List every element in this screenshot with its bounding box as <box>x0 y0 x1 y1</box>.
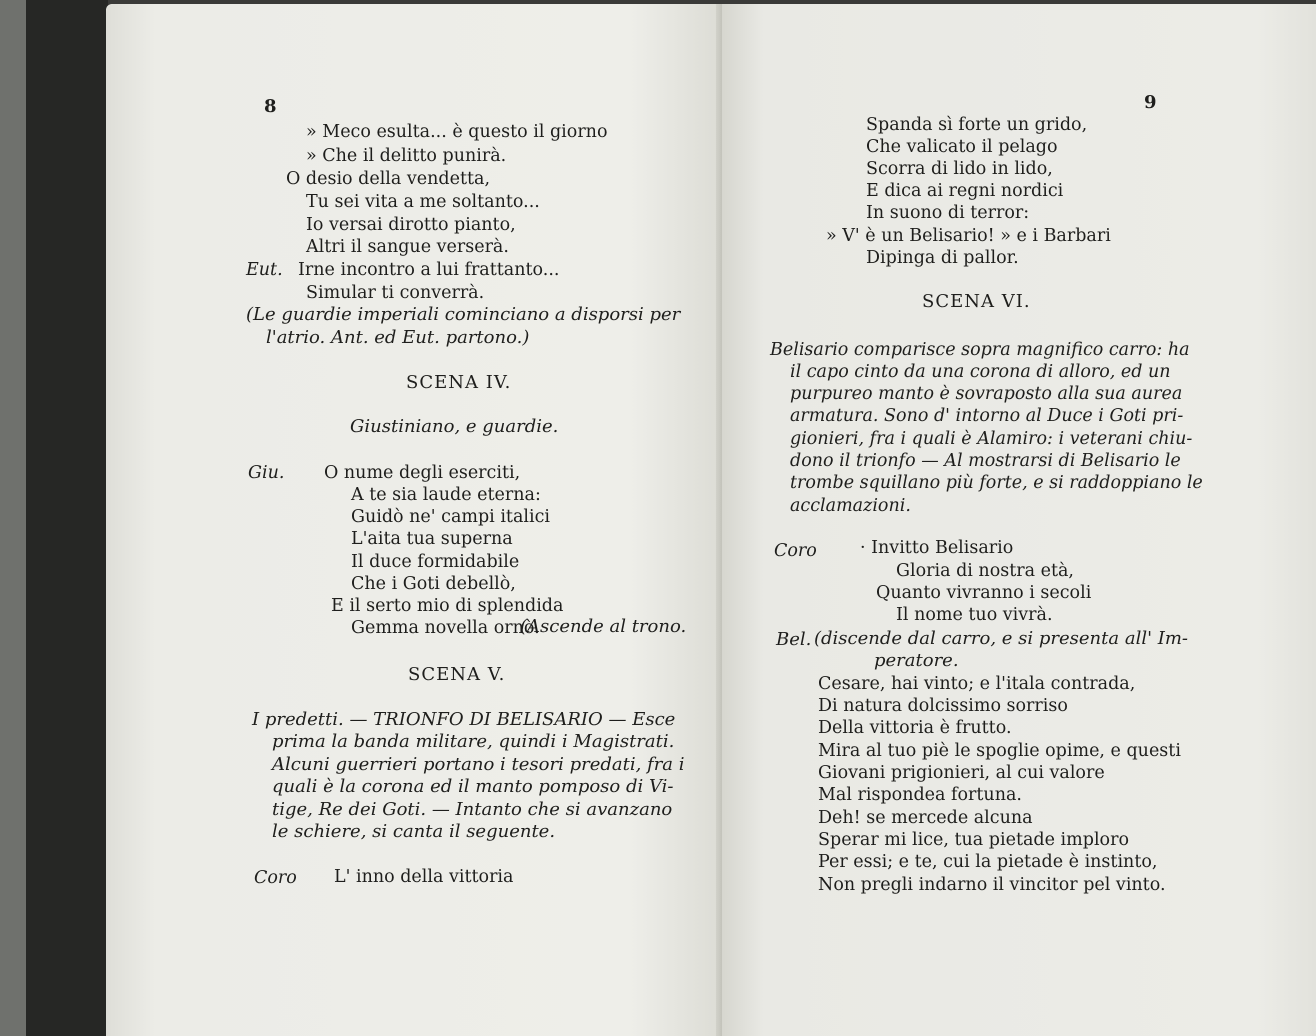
speaker-name: Giu. <box>248 463 285 483</box>
verse-line: Irne incontro a lui frattanto... <box>298 260 560 280</box>
verse-line: Per essi; e te, cui la pietade è instinto, <box>818 852 1158 872</box>
stage-direction: trombe squillano più forte, e si raddoppiano le <box>790 473 1203 493</box>
verse-line: Tu sei vita a me soltanto... <box>306 192 540 212</box>
verse-line: E dica ai regni nordici <box>866 181 1064 201</box>
stage-direction: tige, Re dei Goti. — Intanto che si avanzano <box>272 799 673 820</box>
verse-line: In suono di terror: <box>866 203 1030 223</box>
verse-line: Spanda sì forte un grido, <box>866 115 1088 135</box>
scene-cast: Giustiniano, e guardie. <box>350 416 559 437</box>
stage-direction: (Le guardie imperiali cominciano a disporsi per <box>246 304 681 325</box>
verse-line: Cesare, hai vinto; e l'itala contrada, <box>818 674 1136 694</box>
speaker-name: Coro <box>254 868 297 888</box>
scene-title: SCENA IV. <box>406 372 512 393</box>
verse-line: Giovani prigionieri, al cui valore <box>818 763 1105 783</box>
stage-direction: armatura. Sono d' intorno al Duce i Goti pri- <box>790 406 1184 426</box>
verse-line: Il nome tuo vivrà. <box>896 605 1053 625</box>
stage-direction: I predetti. — TRIONFO DI BELISARIO — Esce <box>252 709 676 730</box>
stage-direction: (discende dal carro, e si presenta all' Im- <box>814 628 1189 649</box>
stage-direction: (Ascende al trono. <box>520 616 687 637</box>
stage-direction: gionieri, fra i quali è Alamiro: i veterani chiu- <box>790 429 1193 449</box>
left-page <box>106 4 722 1036</box>
verse-line: Di natura dolcissimo sorriso <box>818 696 1068 716</box>
scene-title: SCENA VI. <box>922 291 1031 312</box>
stage-direction: acclamazioni. <box>790 496 911 516</box>
verse-line: Mira al tuo piè le spoglie opime, e questi <box>818 741 1181 761</box>
verse-line: A te sia laude eterna: <box>351 485 541 505</box>
book-board <box>26 0 108 1036</box>
verse-line: O nume degli eserciti, <box>324 463 521 483</box>
page-number: 9 <box>1144 92 1157 113</box>
verse-line: L'aita tua superna <box>351 529 513 549</box>
verse-line: Che i Goti debellò, <box>351 574 516 594</box>
verse-line: Il duce formidabile <box>351 552 520 572</box>
page-number: 8 <box>264 96 277 117</box>
verse-line: Simular ti converrà. <box>306 283 485 303</box>
verse-line: · Invitto Belisario <box>860 538 1014 558</box>
stage-direction: il capo cinto da una corona di alloro, ed un <box>790 362 1171 382</box>
stage-direction: prima la banda militare, quindi i Magistrati. <box>272 731 675 752</box>
verse-line: Io versai dirotto pianto, <box>306 215 516 235</box>
verse-line: Mal rispondea fortuna. <box>818 785 1022 805</box>
verse-line: » V' è un Belisario! » e i Barbari <box>826 226 1111 246</box>
speaker-name: Coro <box>774 541 817 561</box>
stage-direction: quali è la corona ed il manto pomposo di Vi- <box>272 776 674 797</box>
verse-line: Che valicato il pelago <box>866 137 1058 157</box>
book-spread <box>106 4 1316 1036</box>
speaker-name: Eut. <box>246 260 283 280</box>
verse-line: » Che il delitto punirà. <box>306 146 507 166</box>
right-page <box>722 4 1316 1036</box>
verse-line: Altri il sangue verserà. <box>306 237 509 257</box>
stage-direction: Belisario comparisce sopra magnifico carro: ha <box>770 340 1190 360</box>
stage-direction: le schiere, si canta il seguente. <box>272 821 556 842</box>
verse-line: Quanto vivranno i secoli <box>876 583 1092 603</box>
verse-line: Deh! se mercede alcuna <box>818 808 1033 828</box>
background-strip <box>0 0 26 1036</box>
verse-line: Non pregli indarno il vincitor pel vinto. <box>818 875 1166 895</box>
verse-line: Gloria di nostra età, <box>896 561 1074 581</box>
verse-line: O desio della vendetta, <box>286 169 491 189</box>
verse-line: L' inno della vittoria <box>334 867 514 887</box>
verse-line: E il serto mio di splendida <box>331 596 564 616</box>
stage-direction: dono il trionfo — Al mostrarsi di Belisario le <box>790 451 1181 471</box>
verse-line: Guidò ne' campi italici <box>351 507 550 527</box>
scene-title: SCENA V. <box>408 664 506 685</box>
stage-direction: l'atrio. Ant. ed Eut. partono.) <box>266 327 530 348</box>
verse-line: Sperar mi lice, tua pietade imploro <box>818 830 1129 850</box>
speaker-name: Bel. <box>776 629 812 650</box>
verse-line: Scorra di lido in lido, <box>866 159 1053 179</box>
verse-line: » Meco esulta... è questo il giorno <box>306 122 608 142</box>
verse-line: Della vittoria è frutto. <box>818 718 1012 738</box>
verse-line: Gemma novella ornò. <box>351 618 540 638</box>
stage-direction: purpureo manto è sovraposto alla sua aurea <box>790 384 1183 404</box>
verse-line: Dipinga di pallor. <box>866 248 1019 268</box>
stage-direction: peratore. <box>874 650 959 671</box>
stage-direction: Alcuni guerrieri portano i tesori predati, fra i <box>272 754 685 775</box>
